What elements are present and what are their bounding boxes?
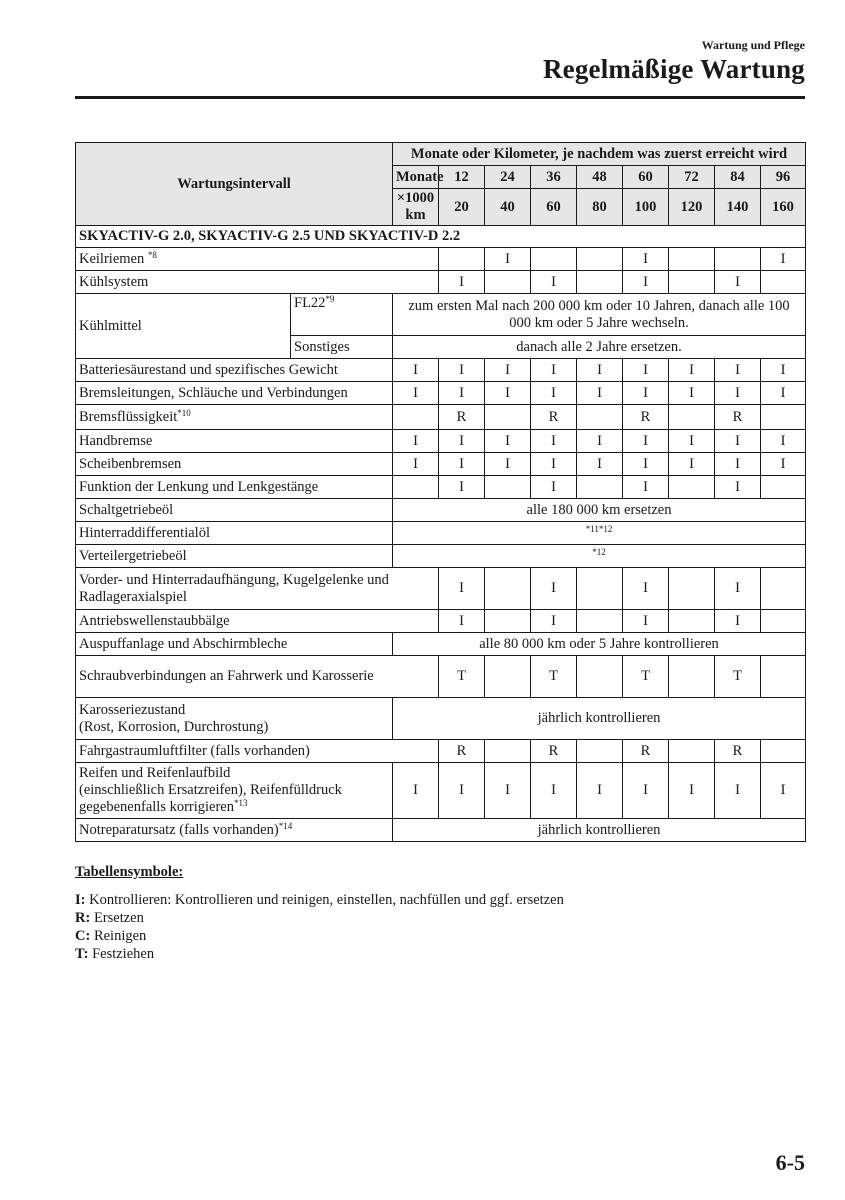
table-row <box>76 610 806 633</box>
cell: T <box>623 656 669 698</box>
cell <box>577 248 623 271</box>
cell <box>669 271 715 294</box>
table-row <box>76 453 806 476</box>
table-row <box>76 359 806 382</box>
cell <box>669 740 715 763</box>
table-row <box>76 476 806 499</box>
cell: I <box>485 248 531 271</box>
cell: R <box>531 740 577 763</box>
cell: I <box>531 610 577 633</box>
cell: I <box>669 430 715 453</box>
cell <box>393 405 439 430</box>
cell <box>485 740 531 763</box>
cell: I <box>531 271 577 294</box>
cell: I <box>715 430 761 453</box>
cell <box>761 568 806 610</box>
cell: R <box>531 405 577 430</box>
cell: I <box>531 763 577 819</box>
cell <box>669 405 715 430</box>
cell: I <box>761 430 806 453</box>
cell: R <box>715 405 761 430</box>
cell: I <box>761 763 806 819</box>
legend-item: I: Kontrollieren: Kontrollieren und reinigen, einstellen, nachfüllen und ggf. ersetzen <box>75 892 564 908</box>
cell: I <box>531 476 577 499</box>
coolant-other-text: danach alle 2 Jahre ersetzen. <box>393 336 806 359</box>
page-title: Regelmäßige Wartung <box>542 54 805 84</box>
cell: I <box>485 430 531 453</box>
cell <box>577 610 623 633</box>
cell: I <box>715 568 761 610</box>
cell: R <box>439 740 485 763</box>
month-cell: 36 <box>531 166 577 189</box>
row-label: Bremsleitungen, Schläuche und Verbindungen <box>76 382 393 405</box>
table-row <box>76 271 806 294</box>
cell: I <box>669 359 715 382</box>
cell: I <box>623 763 669 819</box>
row-label: Keilriemen $^{*8}$ <box>76 248 439 271</box>
cell <box>761 476 806 499</box>
cell: I <box>761 248 806 271</box>
cell: I <box>439 430 485 453</box>
cell: I <box>485 763 531 819</box>
cell: T <box>439 656 485 698</box>
cell <box>669 476 715 499</box>
table-row <box>76 819 806 842</box>
cell <box>577 740 623 763</box>
cell: I <box>439 610 485 633</box>
interval-header: Wartungsintervall <box>76 143 393 226</box>
coolant-fl22-label: FL22$^{*9}$ <box>291 294 393 336</box>
span-header: Monate oder Kilometer, je nachdem was zuerst erreicht wird <box>393 143 806 166</box>
cell <box>577 476 623 499</box>
km-cell: 140 <box>715 189 761 226</box>
span-cell: alle 180 000 km ersetzen <box>393 499 806 522</box>
cell: R <box>715 740 761 763</box>
row-label: Bremsflüssigkeit$^{*10}$ <box>76 405 393 430</box>
cell <box>761 610 806 633</box>
cell: I <box>715 476 761 499</box>
legend-item: R: Ersetzen <box>75 910 144 926</box>
row-label: Karosseriezustand (Rost, Korrosion, Durchrostung) <box>76 698 393 740</box>
cell: T <box>531 656 577 698</box>
span-cell: alle 80 000 km oder 5 Jahre kontrollieren <box>393 633 806 656</box>
title-rule <box>75 96 805 99</box>
row-label: Antriebswellenstaubbälge <box>76 610 439 633</box>
cell <box>577 568 623 610</box>
cell: I <box>623 248 669 271</box>
cell <box>485 610 531 633</box>
cell <box>577 656 623 698</box>
cell: T <box>715 656 761 698</box>
month-cell: 96 <box>761 166 806 189</box>
cell: I <box>623 453 669 476</box>
section-label: Wartung und Pflege <box>701 38 805 52</box>
cell: I <box>577 763 623 819</box>
cell <box>393 476 439 499</box>
cell: I <box>577 359 623 382</box>
table-row <box>76 763 806 819</box>
cell: I <box>439 359 485 382</box>
cell: I <box>715 359 761 382</box>
row-label: Kühlsystem <box>76 271 439 294</box>
cell: I <box>669 453 715 476</box>
cell: R <box>623 405 669 430</box>
cell: R <box>623 740 669 763</box>
cell: I <box>393 430 439 453</box>
coolant-fl22-text: zum ersten Mal nach 200 000 km oder 10 Jahren, danach alle 100 000 km oder 5 Jahre wechseln. <box>393 294 806 336</box>
cell: I <box>439 382 485 405</box>
month-cell: 60 <box>623 166 669 189</box>
row-label: Handbremse <box>76 430 393 453</box>
cell: I <box>485 382 531 405</box>
table-row <box>76 568 806 610</box>
table-row <box>76 698 806 740</box>
footnote-cell: *12 <box>393 545 806 568</box>
legend <box>75 863 564 963</box>
cell: I <box>715 271 761 294</box>
cell: I <box>715 610 761 633</box>
maintenance-table <box>75 142 806 842</box>
cell: I <box>439 453 485 476</box>
cell: I <box>393 763 439 819</box>
cell <box>669 610 715 633</box>
cell <box>577 271 623 294</box>
cell: I <box>531 382 577 405</box>
row-label: Vorder- und Hinterradaufhängung, Kugelgelenke und Radlageraxialspiel <box>76 568 439 610</box>
legend-title: Tabellensymbole: <box>75 864 184 880</box>
cell: I <box>439 476 485 499</box>
table-row <box>76 294 806 336</box>
month-cell: 24 <box>485 166 531 189</box>
row-label: Auspuffanlage und Abschirmbleche <box>76 633 393 656</box>
table-row <box>76 382 806 405</box>
cell: I <box>715 763 761 819</box>
cell: I <box>439 271 485 294</box>
cell: I <box>715 453 761 476</box>
cell <box>485 568 531 610</box>
row-label: Batteriesäurestand und spezifisches Gewicht <box>76 359 393 382</box>
cell: I <box>439 568 485 610</box>
cell: I <box>715 382 761 405</box>
row-label: Hinterraddifferentialöl <box>76 522 393 545</box>
cell: I <box>623 476 669 499</box>
cell: I <box>623 610 669 633</box>
cell <box>577 405 623 430</box>
cell <box>439 248 485 271</box>
cell: I <box>577 453 623 476</box>
cell <box>485 405 531 430</box>
cell: I <box>485 453 531 476</box>
cell: I <box>761 453 806 476</box>
cell <box>761 656 806 698</box>
km-cell: 40 <box>485 189 531 226</box>
cell: I <box>623 359 669 382</box>
coolant-other-label: Sonstiges <box>291 336 393 359</box>
table-row <box>76 430 806 453</box>
cell: I <box>623 382 669 405</box>
row-label: Scheibenbremsen <box>76 453 393 476</box>
row-label: Funktion der Lenkung und Lenkgestänge <box>76 476 393 499</box>
table-row <box>76 633 806 656</box>
cell <box>715 248 761 271</box>
cell: I <box>393 382 439 405</box>
cell: I <box>485 359 531 382</box>
cell: I <box>623 271 669 294</box>
row-label: Schaltgetriebeöl <box>76 499 393 522</box>
cell: I <box>669 763 715 819</box>
cell: I <box>393 453 439 476</box>
cell <box>669 248 715 271</box>
row-label: Notreparatursatz (falls vorhanden)$^{*14}$ <box>76 819 393 842</box>
table-body <box>76 226 806 842</box>
table-row <box>76 740 806 763</box>
table-row <box>76 522 806 545</box>
span-cell: jährlich kontrollieren <box>393 698 806 740</box>
cell: I <box>623 430 669 453</box>
page-number: 6-5 <box>775 1150 805 1175</box>
table-header <box>76 143 806 226</box>
cell <box>761 271 806 294</box>
month-cell: 72 <box>669 166 715 189</box>
table-row <box>76 656 806 698</box>
month-cell: 48 <box>577 166 623 189</box>
cell: I <box>531 453 577 476</box>
table-row <box>76 545 806 568</box>
cell: I <box>577 430 623 453</box>
cell <box>669 656 715 698</box>
km-cell: 160 <box>761 189 806 226</box>
engine-section-heading: SKYACTIV-G 2.0, SKYACTIV-G 2.5 UND SKYACTIV-D 2.2 <box>76 226 806 248</box>
cell: I <box>761 359 806 382</box>
cell: I <box>531 568 577 610</box>
row-label: Reifen und Reifenlaufbild (einschließlich Ersatzreifen), Reifenfülldruck gegebenenfalls korrigieren$^{*13}$ <box>76 763 393 819</box>
cell <box>761 740 806 763</box>
row-label: Schraubverbindungen an Fahrwerk und Karosserie <box>76 656 439 698</box>
cell: I <box>669 382 715 405</box>
cell: R <box>439 405 485 430</box>
km-cell: 20 <box>439 189 485 226</box>
cell <box>485 656 531 698</box>
month-cell: 12 <box>439 166 485 189</box>
cell: I <box>439 763 485 819</box>
footnote-cell: *11*12 <box>393 522 806 545</box>
cell: I <box>531 430 577 453</box>
km-cell: 120 <box>669 189 715 226</box>
cell <box>485 476 531 499</box>
span-cell: jährlich kontrollieren <box>393 819 806 842</box>
km-header: ×1000 km <box>393 189 439 226</box>
row-label: Verteilergetriebeöl <box>76 545 393 568</box>
table-row <box>76 248 806 271</box>
cell: I <box>393 359 439 382</box>
legend-item: C: Reinigen <box>75 928 147 944</box>
cell: I <box>623 568 669 610</box>
cell: I <box>761 382 806 405</box>
km-cell: 60 <box>531 189 577 226</box>
cell <box>761 405 806 430</box>
cell: I <box>531 359 577 382</box>
km-cell: 80 <box>577 189 623 226</box>
cell <box>485 271 531 294</box>
month-cell: 84 <box>715 166 761 189</box>
table-row <box>76 499 806 522</box>
cell <box>669 568 715 610</box>
km-cell: 100 <box>623 189 669 226</box>
cell <box>531 248 577 271</box>
coolant-label: Kühlmittel <box>76 294 291 359</box>
cell: I <box>577 382 623 405</box>
legend-item: T: Festziehen <box>75 946 155 962</box>
table-row <box>76 405 806 430</box>
row-label: Fahrgastraumluftfilter (falls vorhanden) <box>76 740 439 763</box>
months-header: Monate <box>393 166 439 189</box>
